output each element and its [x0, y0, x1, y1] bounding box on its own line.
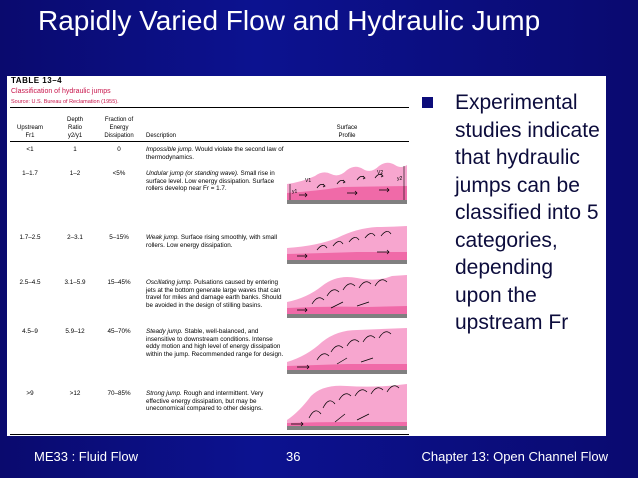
row-2-diss: <5% — [112, 170, 126, 177]
header-description: Description — [146, 133, 177, 139]
row-3-fr: 1.7–2.5 — [19, 234, 41, 241]
header-fr1: Fr1 — [25, 133, 35, 139]
steady-jump-profile — [287, 326, 407, 382]
table-number: TABLE 13–4 — [11, 76, 63, 85]
footer-chapter: Chapter 13: Open Channel Flow — [421, 449, 608, 464]
row-1-diss: 0 — [117, 146, 121, 153]
header-ratio: Ratio — [67, 125, 82, 131]
row-2-description: Undular jump (or standing wave). Small rise in surface level. Low energy dissipation. Surface rollers develop near Fr = 1.7. — [146, 170, 275, 192]
row-5-description: Steady jump. Stable, well-balanced, and insensitive to downstream conditions. Intense eddy motion and high level of energy dissipation within the jump. Recommended range for design. — [146, 328, 284, 358]
header-depth: Depth — [66, 117, 83, 123]
row-1-ratio: 1 — [73, 146, 77, 153]
row-5-ratio: 5.9–12 — [65, 328, 85, 335]
row-5-fr: 4.5–9 — [22, 328, 38, 335]
table-caption: Classification of hydraulic jumps — [11, 88, 111, 95]
y1-label: y1 — [292, 189, 298, 195]
v1-label: V1 — [305, 178, 312, 184]
row-6-ratio: >12 — [69, 390, 81, 397]
header-fraction: Fraction of — [104, 117, 134, 123]
footer — [0, 436, 638, 478]
row-2-ratio: 1–2 — [69, 170, 81, 177]
footer-page-number: 36 — [286, 449, 301, 464]
y2-label: y2 — [397, 176, 403, 182]
table-source: Source: U.S. Bureau of Reclamation (1955). — [11, 99, 119, 105]
footer-course: ME33 : Fluid Flow — [34, 449, 139, 464]
header-y2y1: y2/y1 — [67, 133, 83, 139]
row-3-description: Weak jump. Surface rising smoothly, with small rollers. Low energy dissipation. — [146, 234, 278, 249]
table-top-rule — [10, 107, 409, 108]
row-4-diss: 15–45% — [107, 279, 131, 286]
strong-jump-profile — [287, 382, 407, 436]
row-5-diss: 45–70% — [107, 328, 131, 335]
row-6-diss: 70–85% — [107, 390, 131, 397]
row-4-ratio: 3.1–5.9 — [64, 279, 86, 286]
header-energy: Energy — [109, 125, 129, 131]
row-1-description: Impossible jump. Would violate the second law of thermodynamics. — [146, 146, 284, 161]
v2-label: V2 — [377, 170, 384, 176]
row-1-fr: <1 — [26, 146, 34, 153]
row-2-fr: 1–1.7 — [22, 170, 38, 177]
header-dissipation: Dissipation — [104, 133, 134, 139]
weak-jump-profile — [287, 222, 407, 272]
undular-jump-profile — [287, 160, 407, 218]
header-upstream: Upstream — [16, 125, 43, 131]
row-3-diss: 5–15% — [109, 234, 129, 241]
header-surface: Surface — [336, 125, 358, 131]
row-3-ratio: 2–3.1 — [67, 234, 83, 241]
row-6-description: Strong jump. Rough and intermittent. Very effective energy dissipation, but may be uneconomical compared to other designs. — [146, 390, 264, 412]
table-header-rule — [10, 141, 409, 142]
table-bottom-rule — [10, 434, 409, 435]
bullet-text: Experimental studies indicate that hydraulic jumps can be classified into 5 categories, depending upon the upstream Fr — [455, 91, 600, 334]
bullet-panel — [412, 76, 606, 436]
hydraulic-jump-table — [7, 76, 412, 436]
row-4-description: Oscillating jump. Pulsations caused by entering jets at the bottom generate large waves that can travel for miles and damage earth banks. Should be avoided in the design of stilling basins. — [146, 279, 282, 309]
row-6-fr: >9 — [26, 390, 34, 397]
slide-title: Rapidly Varied Flow and Hydraulic Jump — [38, 5, 541, 36]
row-4-fr: 2.5–4.5 — [19, 279, 41, 286]
header-profile: Profile — [338, 133, 356, 139]
oscillating-jump-profile — [287, 272, 407, 326]
bullet-square-icon — [422, 97, 433, 108]
